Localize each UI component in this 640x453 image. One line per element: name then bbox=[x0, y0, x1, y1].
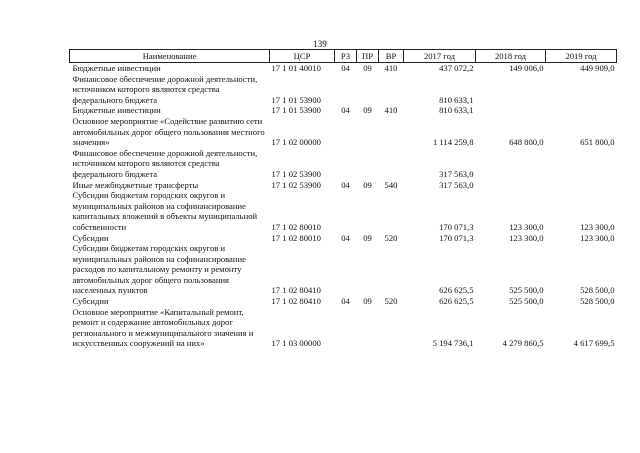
cell-rz: 04 bbox=[341, 232, 350, 243]
table-row bbox=[70, 74, 617, 106]
cell-pr bbox=[357, 116, 379, 148]
cell-2017: 170 071,3 bbox=[439, 232, 474, 243]
cell-pr: 09 bbox=[363, 232, 372, 243]
cell-rz bbox=[335, 243, 357, 296]
cell-rz: 04 bbox=[341, 105, 350, 116]
cell-2018: 525 500,0 bbox=[509, 296, 544, 307]
header-2017: 2017 год bbox=[404, 50, 476, 63]
cell-rz: 04 bbox=[341, 63, 350, 73]
cell-2019 bbox=[546, 148, 617, 180]
cell-rz bbox=[335, 190, 357, 232]
cell-name: Субсидии bbox=[72, 232, 109, 243]
cell-name: Финансовое обеспечение дорожной деятельности, источником которого являются средства федерального бюджета bbox=[72, 147, 258, 179]
budget-table bbox=[69, 49, 617, 349]
cell-pr: 09 bbox=[363, 105, 372, 116]
cell-pr bbox=[357, 243, 379, 296]
cell-pr bbox=[357, 190, 379, 232]
cell-2018 bbox=[476, 105, 546, 116]
cell-name: Бюджетные инвестиции bbox=[72, 63, 161, 73]
cell-name: Основное мероприятие «Содействие развитию сети автомобильных дорог общего пользования местного значения» bbox=[72, 115, 265, 148]
cell-2019: 4 617 699,5 bbox=[573, 338, 615, 349]
cell-csr: 17 1 02 00000 bbox=[271, 137, 321, 148]
table-row bbox=[70, 148, 617, 180]
header-2019: 2019 год bbox=[546, 50, 617, 63]
cell-2018 bbox=[476, 180, 546, 191]
cell-vr bbox=[379, 116, 404, 148]
cell-csr: 17 1 02 53900 bbox=[271, 179, 321, 190]
cell-2018: 149 006,0 bbox=[509, 63, 544, 73]
cell-2017: 626 625,5 bbox=[439, 296, 474, 307]
cell-name: Иные межбюджетные трансферты bbox=[72, 179, 199, 190]
cell-2017: 437 072,2 bbox=[439, 63, 474, 73]
header-vr: ВР bbox=[379, 50, 404, 63]
cell-csr: 17 1 01 53900 bbox=[271, 105, 321, 116]
table-row bbox=[70, 105, 617, 116]
cell-pr: 09 bbox=[363, 296, 372, 307]
header-name: Наименование bbox=[70, 50, 270, 63]
cell-2017: 317 563,0 bbox=[439, 168, 474, 179]
table-row bbox=[70, 63, 617, 74]
cell-2017: 626 625,5 bbox=[439, 285, 474, 296]
cell-rz: 04 bbox=[341, 179, 350, 190]
cell-csr: 17 1 02 80410 bbox=[271, 296, 321, 307]
cell-name: Субсидии bbox=[72, 296, 109, 307]
cell-name: Финансовое обеспечение дорожной деятельности, источником которого являются средства федерального бюджета bbox=[72, 73, 258, 105]
header-rz: РЗ bbox=[335, 50, 357, 63]
cell-2019: 123 300,0 bbox=[580, 232, 615, 243]
cell-name: Субсидии бюджетам городских округов и муниципальных районов на софинансирование расходов по капитальному ремонту и ремонту автомобильных дорог общего пользования населенных пунктов bbox=[72, 243, 246, 296]
cell-2019: 528 500,0 bbox=[580, 285, 615, 296]
cell-2019: 449 909,0 bbox=[580, 63, 615, 73]
cell-vr: 410 bbox=[384, 105, 398, 116]
table-row bbox=[70, 307, 617, 349]
table-row bbox=[70, 243, 617, 296]
cell-vr bbox=[379, 74, 404, 106]
cell-2018: 123 300,0 bbox=[509, 221, 544, 232]
cell-name: Субсидии бюджетам городских округов и муниципальных районов на софинансирование капитальных вложений в объекты муниципальной собственности bbox=[72, 190, 258, 232]
table-row bbox=[70, 233, 617, 244]
cell-csr: 17 1 02 80010 bbox=[271, 232, 321, 243]
cell-csr: 17 1 03 00000 bbox=[271, 338, 321, 349]
table-header-row bbox=[70, 50, 617, 63]
cell-vr: 410 bbox=[384, 63, 398, 73]
cell-2018 bbox=[476, 148, 546, 180]
table-row bbox=[70, 180, 617, 191]
cell-2019 bbox=[546, 180, 617, 191]
cell-2017: 810 633,1 bbox=[439, 94, 474, 105]
cell-2017: 5 194 736,1 bbox=[432, 338, 474, 349]
cell-pr bbox=[357, 148, 379, 180]
header-2018: 2018 год bbox=[476, 50, 546, 63]
cell-rz bbox=[335, 148, 357, 180]
cell-2019: 651 800,0 bbox=[580, 137, 615, 148]
cell-rz bbox=[335, 116, 357, 148]
cell-pr: 09 bbox=[363, 63, 372, 73]
cell-2019 bbox=[546, 105, 617, 116]
cell-rz bbox=[335, 307, 357, 349]
cell-csr: 17 1 02 80010 bbox=[271, 221, 321, 232]
cell-2017: 317 563,0 bbox=[439, 179, 474, 190]
cell-vr: 520 bbox=[384, 296, 398, 307]
cell-rz: 04 bbox=[341, 296, 350, 307]
cell-2017: 1 114 259,8 bbox=[432, 137, 474, 148]
table-row bbox=[70, 190, 617, 232]
table-row bbox=[70, 116, 617, 148]
cell-vr bbox=[379, 148, 404, 180]
cell-pr bbox=[357, 307, 379, 349]
cell-rz bbox=[335, 74, 357, 106]
cell-2017: 810 633,1 bbox=[439, 105, 474, 116]
cell-2018: 525 500,0 bbox=[509, 285, 544, 296]
cell-csr: 17 1 02 53900 bbox=[271, 168, 321, 179]
cell-vr: 520 bbox=[384, 232, 398, 243]
cell-2018 bbox=[476, 74, 546, 106]
header-csr: ЦСР bbox=[270, 50, 335, 63]
header-pr: ПР bbox=[357, 50, 379, 63]
cell-csr: 17 1 02 80410 bbox=[271, 285, 321, 296]
cell-vr: 540 bbox=[384, 179, 398, 190]
table-row bbox=[70, 296, 617, 307]
cell-2019: 528 500,0 bbox=[580, 296, 615, 307]
cell-2019 bbox=[546, 74, 617, 106]
cell-vr bbox=[379, 190, 404, 232]
cell-2017: 170 071,3 bbox=[439, 221, 474, 232]
cell-csr: 17 1 01 40010 bbox=[271, 63, 321, 73]
cell-pr bbox=[357, 74, 379, 106]
cell-2018: 123 300,0 bbox=[509, 232, 544, 243]
cell-csr: 17 1 01 53900 bbox=[271, 94, 321, 105]
page-number: 139 bbox=[313, 39, 327, 49]
cell-2018: 648 800,0 bbox=[509, 137, 544, 148]
cell-pr: 09 bbox=[363, 179, 372, 190]
cell-vr bbox=[379, 307, 404, 349]
cell-name: Бюджетные инвестиции bbox=[72, 105, 161, 116]
cell-vr bbox=[379, 243, 404, 296]
table-body bbox=[70, 63, 617, 350]
cell-2018: 4 279 860,5 bbox=[502, 338, 544, 349]
cell-name: Основное мероприятие «Капитальный ремонт, ремонт и содержание автомобильных дорог регионального и межмуниципального значения и искусственных сооружений на них» bbox=[72, 306, 254, 349]
cell-2019: 123 300,0 bbox=[580, 221, 615, 232]
